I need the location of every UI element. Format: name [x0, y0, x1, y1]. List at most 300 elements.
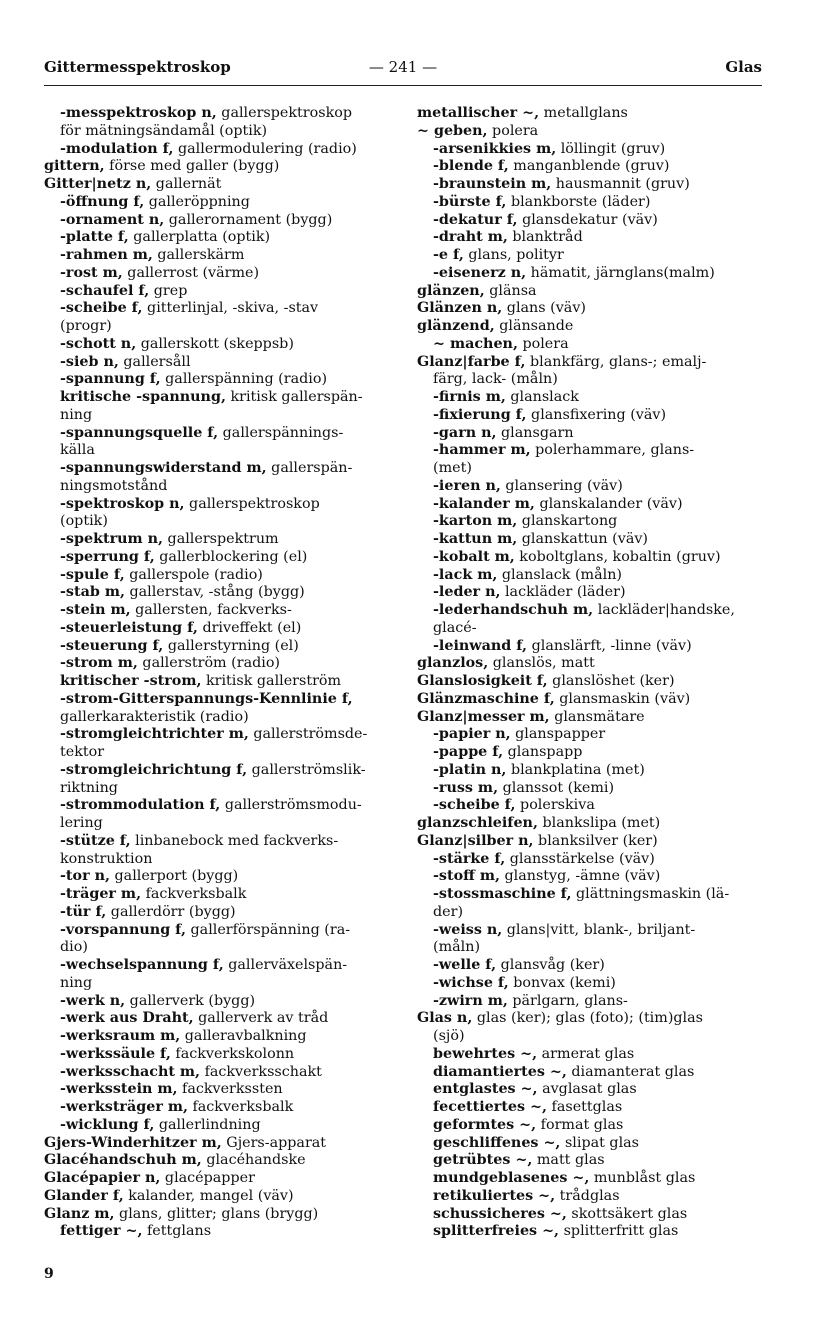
- dictionary-line: [44, 620, 394, 638]
- dictionary-line: [417, 1117, 767, 1135]
- dictionary-line: [417, 229, 767, 247]
- right-column: [417, 105, 767, 1241]
- headword: -hammer m,: [433, 442, 531, 459]
- translation: glans|vitt, blank-, briljant-: [502, 921, 696, 938]
- translation: källa: [60, 442, 95, 459]
- dictionary-line: [417, 194, 767, 212]
- dictionary-line: [44, 726, 394, 744]
- headword: mundgeblasenes ~,: [433, 1170, 590, 1186]
- dictionary-line: [417, 886, 767, 904]
- headword: -papier n,: [433, 726, 511, 743]
- translation: glanslös, matt: [488, 655, 595, 672]
- headword: -garn n,: [433, 424, 497, 441]
- translation: glacéhandske: [201, 1152, 306, 1169]
- dictionary-line: [417, 513, 767, 531]
- translation: polerskiva: [515, 797, 595, 814]
- translation: konstruktion: [60, 850, 153, 867]
- dictionary-line: [44, 851, 394, 869]
- headword: -spannung f,: [60, 371, 161, 388]
- dictionary-line: [44, 1206, 394, 1224]
- translation: glanskattun (väv): [517, 531, 648, 547]
- translation: gallerskärm: [152, 247, 245, 263]
- headword: retikuliertes ~,: [433, 1187, 556, 1204]
- headword: -kattun m,: [433, 531, 518, 547]
- translation: gallerförspänning (ra-: [185, 921, 351, 938]
- translation: dio): [60, 939, 88, 956]
- translation: gallerverk (bygg): [125, 992, 256, 1009]
- dictionary-line: [417, 833, 767, 851]
- dictionary-line: [417, 425, 767, 443]
- translation: pärlgarn, glans-: [507, 992, 628, 1009]
- dictionary-line: [417, 975, 767, 993]
- headword: -arsenikkies m,: [433, 140, 557, 157]
- translation: glas (ker); glas (foto); (tim)glas: [472, 1010, 703, 1027]
- dictionary-line: [417, 371, 767, 389]
- translation: gallerspännings-: [218, 424, 344, 441]
- dictionary-line: [417, 442, 767, 460]
- headword: entglastes ~,: [433, 1081, 538, 1098]
- translation: gallerströmsmodu-: [220, 797, 362, 814]
- translation: glansvåg (ker): [496, 957, 605, 973]
- headword: -zwirn m,: [433, 992, 508, 1009]
- translation: gallerspole (radio): [124, 566, 263, 583]
- translation: skottsäkert glas: [566, 1205, 688, 1222]
- headword: geformtes ~,: [433, 1116, 537, 1133]
- translation: glanssot (kemi): [498, 779, 615, 796]
- headword: -tor n,: [60, 868, 110, 885]
- translation: koboltglans, kobaltin (gruv): [514, 548, 721, 565]
- dictionary-line: [44, 1188, 394, 1206]
- footer-page-number: 9: [44, 1266, 54, 1282]
- translation: glans (väv): [502, 300, 586, 317]
- headword: splitterfreies ~,: [433, 1223, 560, 1240]
- headword: -werk n,: [60, 992, 126, 1009]
- translation: galleravbalkning: [180, 1028, 307, 1044]
- headword: -stab m,: [60, 584, 125, 601]
- dictionary-line: [417, 726, 767, 744]
- dictionary-line: [44, 229, 394, 247]
- dictionary-line: [417, 354, 767, 372]
- translation: glacé-: [433, 619, 477, 636]
- translation: blankslipa (met): [537, 815, 661, 831]
- headword: -welle f,: [433, 957, 497, 973]
- header-page-number: — 241 —: [368, 58, 438, 76]
- headword: Glas n,: [417, 1010, 473, 1027]
- translation: galleröppning: [144, 193, 250, 210]
- dictionary-line: [44, 105, 394, 123]
- headword: -weiss n,: [433, 921, 503, 938]
- headword: kritische -spannung,: [60, 389, 226, 405]
- dictionary-line: [417, 460, 767, 478]
- dictionary-line: [417, 993, 767, 1011]
- dictionary-line: [44, 691, 394, 709]
- translation: metallglans: [539, 105, 628, 121]
- dictionary-line: [417, 620, 767, 638]
- headword: -spannungswiderstand m,: [60, 460, 267, 476]
- headword: Glacéhandschuh m,: [44, 1152, 202, 1169]
- dictionary-line: [417, 1170, 767, 1188]
- translation: munblåst glas: [589, 1170, 696, 1186]
- headword: -firnis m,: [433, 389, 506, 405]
- translation: gallerrost (värme): [122, 264, 260, 281]
- dictionary-line: [417, 123, 767, 141]
- translation: gallersåll: [118, 353, 191, 370]
- translation: trådglas: [555, 1187, 620, 1204]
- translation: gitterlinjal, -skiva, -stav: [142, 300, 319, 317]
- dictionary-line: [44, 655, 394, 673]
- headword: -e f,: [433, 247, 464, 263]
- headword: -stoff m,: [433, 868, 500, 885]
- headword: fettiger ~,: [60, 1223, 143, 1240]
- dictionary-line: [44, 141, 394, 159]
- translation: manganblende (gruv): [508, 158, 670, 175]
- headword: Glanz|farbe f,: [417, 353, 526, 370]
- headword: Gitter|netz n,: [44, 176, 152, 192]
- headword: -wicklung f,: [60, 1116, 155, 1133]
- translation: gallerdörr (bygg): [106, 903, 236, 920]
- translation: gallerstyrning (el): [163, 637, 299, 654]
- dictionary-line: [417, 496, 767, 514]
- translation: glanslack: [505, 389, 579, 405]
- headword: -ieren n,: [433, 477, 501, 494]
- headword: -spule f,: [60, 566, 125, 583]
- dictionary-line: [44, 922, 394, 940]
- dictionary-line: [44, 300, 394, 318]
- dictionary-line: [417, 655, 767, 673]
- translation: gallerströmsde-: [248, 726, 368, 743]
- headword: metallischer ~,: [417, 105, 540, 121]
- headword: -fixierung f,: [433, 406, 527, 423]
- dictionary-line: [44, 478, 394, 496]
- dictionary-line: [417, 549, 767, 567]
- headword: -werksraum m,: [60, 1028, 181, 1044]
- dictionary-line: [417, 709, 767, 727]
- dictionary-line: [417, 212, 767, 230]
- dictionary-line: [44, 194, 394, 212]
- headword: -lederhandschuh m,: [433, 602, 594, 618]
- headword: -stärke f,: [433, 850, 506, 867]
- dictionary-line: [417, 389, 767, 407]
- dictionary-line: [44, 673, 394, 691]
- translation: glacépapper: [160, 1170, 255, 1186]
- translation: bonvax (kemi): [508, 974, 616, 991]
- translation: splitterfritt glas: [559, 1223, 679, 1240]
- translation: glanslöshet (ker): [547, 673, 675, 689]
- translation: gallerspektrum: [163, 531, 279, 547]
- dictionary-line: [417, 1152, 767, 1170]
- headword: -träger m,: [60, 886, 142, 902]
- dictionary-line: [417, 1010, 767, 1028]
- headword: glänzen,: [417, 282, 485, 299]
- dictionary-line: [417, 141, 767, 159]
- translation: för mätningsändamål (optik): [60, 122, 268, 139]
- dictionary-line: [44, 957, 394, 975]
- headword: -ornament n,: [60, 211, 165, 228]
- translation: gallerväxelspän-: [223, 957, 348, 973]
- dictionary-line: [417, 265, 767, 283]
- translation: färg, lack- (måln): [433, 371, 558, 388]
- headword: -stromgleichtrichter m,: [60, 726, 249, 743]
- headword: -steuerung f,: [60, 637, 164, 654]
- dictionary-line: [44, 247, 394, 265]
- translation: blanktråd: [507, 229, 583, 246]
- dictionary-line: [44, 425, 394, 443]
- headword: -karton m,: [433, 513, 518, 530]
- headword: bewehrtes ~,: [433, 1045, 538, 1062]
- dictionary-line: [44, 1170, 394, 1188]
- headword: -platte f,: [60, 229, 129, 246]
- dictionary-line: [417, 283, 767, 301]
- headword: -sperrung f,: [60, 548, 155, 565]
- headword: -pappe f,: [433, 744, 504, 760]
- dictionary-line: [44, 371, 394, 389]
- dictionary-line: [417, 336, 767, 354]
- dictionary-line: [417, 584, 767, 602]
- translation: gallermodulering (radio): [173, 140, 357, 157]
- translation: glansmaskin (väv): [554, 690, 691, 707]
- dictionary-line: [44, 265, 394, 283]
- dictionary-line: [417, 939, 767, 957]
- translation: glänsa: [484, 282, 537, 299]
- translation: glansdekatur (väv): [517, 211, 658, 228]
- header-right-keyword: Glas: [725, 58, 762, 76]
- translation: (måln): [433, 939, 481, 956]
- headword: -strom-Gitterspannungs-Kennlinie f,: [60, 690, 353, 707]
- translation: glättningsmaskin (lä-: [571, 886, 730, 902]
- left-column: [44, 105, 394, 1241]
- dictionary-line: [44, 176, 394, 194]
- translation: glansmätare: [549, 708, 645, 725]
- translation: gallerspektroskop: [216, 105, 352, 121]
- headword: -wechselspannung f,: [60, 957, 224, 973]
- headword: -lack m,: [433, 566, 498, 583]
- translation: tektor: [60, 744, 105, 760]
- dictionary-line: [44, 638, 394, 656]
- translation: avglasat glas: [537, 1081, 637, 1098]
- translation: glanslärft, -linne (väv): [527, 637, 692, 654]
- headword: -werksschacht m,: [60, 1063, 201, 1080]
- translation: gallerstav, -stång (bygg): [124, 584, 305, 601]
- dictionary-line: [417, 567, 767, 585]
- dictionary-line: [417, 691, 767, 709]
- dictionary-line: [44, 318, 394, 336]
- translation: ning: [60, 406, 93, 423]
- translation: glansstärkelse (väv): [505, 850, 655, 867]
- dictionary-line: [417, 957, 767, 975]
- translation: polerhammare, glans-: [530, 442, 695, 459]
- dictionary-line: [44, 1064, 394, 1082]
- translation: blankfärg, glans-; emalj-: [525, 353, 707, 370]
- translation: gallerornament (bygg): [164, 211, 333, 228]
- headword: -braunstein m,: [433, 176, 552, 192]
- translation: fackverksbalk: [141, 886, 247, 902]
- translation: (progr): [60, 318, 112, 334]
- translation: fasettglas: [547, 1099, 623, 1115]
- headword: Glanz|messer m,: [417, 708, 550, 725]
- translation: ning: [60, 974, 93, 991]
- translation: polera: [517, 335, 569, 352]
- translation: format glas: [536, 1116, 624, 1133]
- headword: Gjers-Winderhitzer m,: [44, 1134, 222, 1151]
- translation: matt glas: [532, 1152, 605, 1169]
- translation: blankplatina (met): [506, 761, 645, 778]
- dictionary-line: [44, 1099, 394, 1117]
- headword: -modulation f,: [60, 140, 174, 157]
- dictionary-line: [417, 407, 767, 425]
- dictionary-line: [44, 460, 394, 478]
- dictionary-line: [417, 1188, 767, 1206]
- headword: -werk aus Draht,: [60, 1010, 194, 1027]
- translation: gallerblockering (el): [154, 548, 308, 565]
- dictionary-line: [44, 709, 394, 727]
- translation: glänsande: [494, 318, 574, 334]
- headword: -schott n,: [60, 335, 137, 352]
- dictionary-line: [44, 1135, 394, 1153]
- dictionary-line: [417, 1223, 767, 1241]
- headword: Glacépapier n,: [44, 1170, 161, 1186]
- dictionary-line: [44, 744, 394, 762]
- headword: Glanslosigkeit f,: [417, 673, 548, 689]
- headword: glanzschleifen,: [417, 815, 538, 831]
- translation: fackverkskolonn: [170, 1045, 295, 1062]
- headword: -platin n,: [433, 761, 507, 778]
- dictionary-line: [44, 993, 394, 1011]
- translation: (optik): [60, 513, 108, 530]
- translation: linbanebock med fackverks-: [130, 832, 339, 849]
- dictionary-line: [44, 904, 394, 922]
- translation: slipat glas: [560, 1134, 639, 1151]
- header-rule: [44, 85, 762, 86]
- dictionary-line: [417, 815, 767, 833]
- translation: lackläder|handske,: [593, 602, 735, 618]
- translation: fackverksbalk: [187, 1099, 294, 1115]
- page-header: [44, 58, 762, 80]
- dictionary-line: [44, 1046, 394, 1064]
- translation: hausmannit (gruv): [551, 176, 690, 192]
- headword: -spektroskop n,: [60, 495, 185, 512]
- translation: kritisk gallerspän-: [225, 389, 363, 405]
- translation: polera: [487, 122, 539, 139]
- translation: glansfixering (väv): [526, 406, 667, 423]
- translation: (met): [433, 460, 472, 476]
- dictionary-line: [44, 584, 394, 602]
- headword: glanzlos,: [417, 655, 489, 672]
- dictionary-line: [44, 1028, 394, 1046]
- dictionary-line: [44, 442, 394, 460]
- translation: gallerkarakteristik (radio): [60, 708, 249, 725]
- translation: gallerskott (skeppsb): [136, 335, 294, 352]
- dictionary-line: [44, 762, 394, 780]
- headword: -scheibe f,: [433, 797, 516, 814]
- dictionary-line: [44, 868, 394, 886]
- headword: -schaufel f,: [60, 282, 150, 299]
- headword: glänzend,: [417, 318, 495, 334]
- translation: gallersten, fackverks-: [130, 602, 292, 618]
- headword: -spannungsquelle f,: [60, 424, 219, 441]
- headword: -strom m,: [60, 655, 138, 672]
- translation: gallerlindning: [154, 1116, 261, 1133]
- dictionary-line: [44, 815, 394, 833]
- dictionary-line: [44, 797, 394, 815]
- headword: schussicheres ~,: [433, 1205, 567, 1222]
- dictionary-line: [417, 638, 767, 656]
- headword: -rahmen m,: [60, 247, 153, 263]
- headword: Glanz m,: [44, 1205, 115, 1222]
- dictionary-line: [44, 1152, 394, 1170]
- headword: -messpektroskop n,: [60, 105, 217, 121]
- headword: -öffnung f,: [60, 193, 145, 210]
- translation: glanskalander (väv): [534, 495, 683, 512]
- dictionary-line: [417, 602, 767, 620]
- dictionary-line: [417, 762, 767, 780]
- headword: Glänzen n,: [417, 300, 503, 317]
- translation: förse med galler (bygg): [104, 158, 280, 175]
- translation: (sjö): [433, 1028, 465, 1044]
- translation: driveffekt (el): [197, 619, 302, 636]
- dictionary-line: [44, 602, 394, 620]
- translation: gallerström (radio): [137, 655, 281, 672]
- dictionary-line: [417, 1135, 767, 1153]
- headword: -kalander m,: [433, 495, 535, 512]
- translation: fettglans: [142, 1223, 212, 1240]
- headword: ~ machen,: [433, 335, 518, 352]
- dictionary-line: [44, 975, 394, 993]
- headword: -rost m,: [60, 264, 123, 281]
- dictionary-line: [44, 1117, 394, 1135]
- dictionary-line: [44, 283, 394, 301]
- dictionary-line: [44, 407, 394, 425]
- headword: -bürste f,: [433, 193, 507, 210]
- translation: glans, glitter; glans (brygg): [114, 1205, 319, 1222]
- translation: fackverksschakt: [200, 1063, 322, 1080]
- dictionary-line: [417, 780, 767, 798]
- translation: der): [433, 903, 464, 920]
- dictionary-line: [44, 939, 394, 957]
- headword: -vorspannung f,: [60, 921, 186, 938]
- headword: diamantiertes ~,: [433, 1063, 567, 1080]
- dictionary-line: [417, 673, 767, 691]
- headword: -wichse f,: [433, 974, 509, 991]
- dictionary-line: [44, 158, 394, 176]
- dictionary-line: [417, 744, 767, 762]
- dictionary-line: [417, 176, 767, 194]
- dictionary-line: [44, 549, 394, 567]
- translation: gallerspän-: [266, 460, 353, 476]
- headword: geschliffenes ~,: [433, 1134, 561, 1151]
- translation: gallerströmslik-: [247, 761, 366, 778]
- dictionary-line: [417, 851, 767, 869]
- translation: armerat glas: [537, 1045, 635, 1062]
- dictionary-line: [44, 1223, 394, 1241]
- translation: gallerplatta (optik): [128, 229, 271, 246]
- translation: glanstyg, -ämne (väv): [499, 868, 661, 885]
- headword: -blende f,: [433, 158, 509, 175]
- translation: gallerverk av tråd: [193, 1010, 329, 1027]
- dictionary-line: [417, 105, 767, 123]
- headword: -eisenerz n,: [433, 264, 527, 281]
- dictionary-line: [44, 123, 394, 141]
- dictionary-line: [44, 780, 394, 798]
- headword: fecettiertes ~,: [433, 1099, 547, 1115]
- headword: -russ m,: [433, 779, 499, 796]
- headword: -werksträger m,: [60, 1099, 188, 1115]
- translation: gallerspektroskop: [184, 495, 320, 512]
- headword: -strommodulation f,: [60, 797, 221, 814]
- headword: Glanz|silber n,: [417, 832, 534, 849]
- translation: kalander, mangel (väv): [123, 1187, 294, 1204]
- headword: -werksstein m,: [60, 1081, 178, 1098]
- headword: -kobalt m,: [433, 548, 515, 565]
